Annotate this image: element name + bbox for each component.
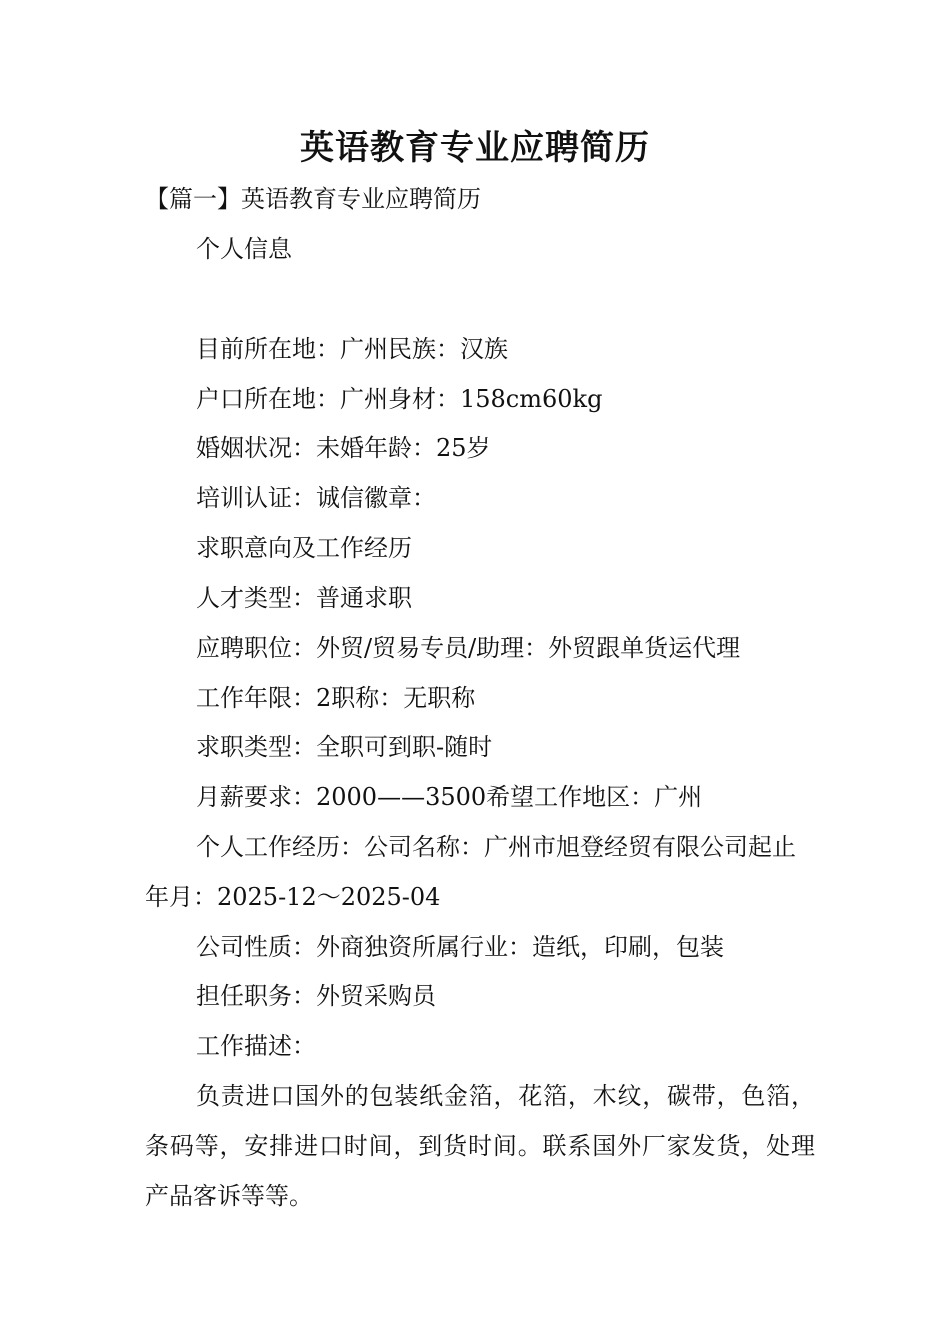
section-heading: 【篇一】英语教育专业应聘简历: [145, 185, 481, 213]
duty-line: 担任职务：外贸采购员: [196, 982, 436, 1010]
location-line: 目前所在地：广州民族：汉族: [196, 335, 508, 363]
document-title: 英语教育专业应聘简历: [300, 128, 650, 168]
salary-line: 月薪要求：2000——3500希望工作地区：广州: [196, 783, 703, 811]
description-paragraph: 负责进口国外的包装纸金箔，花箔，木纹，碳带，色箔，条码等，安排进口时间，到货时间。联系国外厂家发货，处理产品客诉等等。: [145, 1082, 815, 1210]
talent-type-line: 人才类型：普通求职: [196, 584, 412, 612]
description-label: 工作描述：: [196, 1032, 316, 1060]
years-line: 工作年限：2职称：无职称: [196, 684, 476, 712]
training-line: 培训认证：诚信徽章：: [196, 484, 436, 512]
hukou-line: 户口所在地：广州身材：158cm60kg: [196, 385, 603, 413]
intent-heading: 求职意向及工作经历: [196, 534, 412, 562]
personal-info-heading: 个人信息: [196, 235, 292, 263]
job-type-line: 求职类型：全职可到职-随时: [196, 733, 493, 761]
position-line: 应聘职位：外贸/贸易专员/助理：外贸跟单货运代理: [196, 634, 741, 662]
experience-paragraph: 个人工作经历：公司名称：广州市旭登经贸有限公司起止年月：2025-12～2025-04: [145, 833, 796, 911]
marital-line: 婚姻状况：未婚年龄：25岁: [196, 434, 491, 462]
company-nature-line: 公司性质：外商独资所属行业：造纸，印刷，包装: [196, 933, 724, 961]
